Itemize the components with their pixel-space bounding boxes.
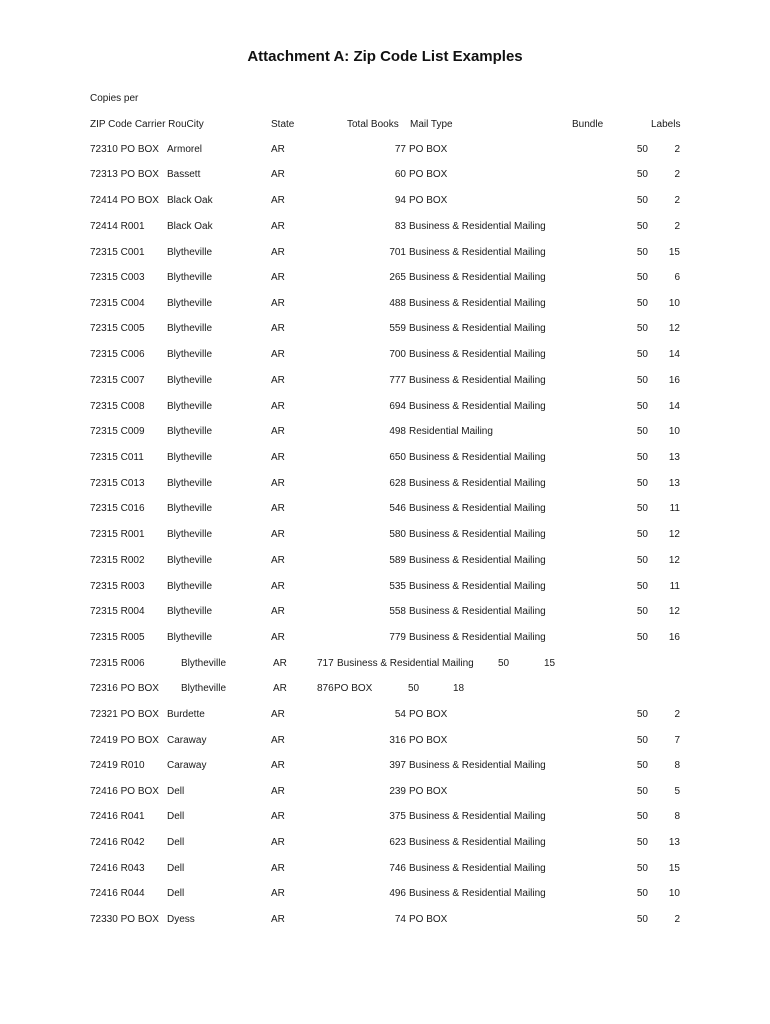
labels-cell: 12: [668, 323, 680, 334]
bundle-cell: 50: [636, 426, 648, 437]
labels-cell: 12: [668, 529, 680, 540]
bundle-cell: 50: [636, 323, 648, 334]
state-cell: AR: [271, 503, 285, 514]
mail-type-cell: Residential Mailing: [409, 426, 493, 437]
mail-type-cell: Business & Residential Mailing: [409, 606, 546, 617]
table-row: [0, 888, 770, 902]
state-cell: AR: [271, 169, 285, 180]
zip-route-cell: 72416 R041: [90, 811, 145, 822]
zip-route-cell: 72315 R002: [90, 555, 145, 566]
state-cell: AR: [271, 863, 285, 874]
table-row: [0, 709, 770, 723]
table-row: [0, 581, 770, 595]
mail-type-cell: PO BOX: [409, 144, 448, 155]
city-cell: Blytheville: [167, 375, 213, 386]
total-books-cell: 60: [394, 169, 406, 180]
mail-type-cell: PO BOX: [409, 786, 448, 797]
zip-route-cell: 72315 C008: [90, 401, 145, 412]
city-cell: Black Oak: [167, 221, 213, 232]
state-cell: AR: [271, 529, 285, 540]
city-cell: Dell: [167, 888, 185, 899]
labels-cell: 2: [674, 169, 680, 180]
mail-type-cell: Business & Residential Mailing: [409, 811, 546, 822]
total-books-cell: 496: [389, 888, 406, 899]
mail-type-cell: Business & Residential Mailing: [409, 298, 546, 309]
zip-route-cell: 72315 C009: [90, 426, 145, 437]
state-cell: AR: [271, 298, 285, 309]
bundle-cell: 50: [636, 503, 648, 514]
mail-type-cell: Business & Residential Mailing: [409, 349, 546, 360]
bundle-cell: 50: [636, 247, 648, 258]
bundle-cell: 50: [636, 837, 648, 848]
zip-route-cell: 72315 C011: [90, 452, 144, 463]
bundle-cell: 50: [636, 375, 648, 386]
table-row: [0, 298, 770, 312]
zip-route-cell: 72321 PO BOX: [90, 709, 159, 720]
state-cell: AR: [271, 786, 285, 797]
zip-route-cell: 72416 R043: [90, 863, 145, 874]
bundle-cell: 50: [636, 581, 648, 592]
bundle-cell: 50: [636, 401, 648, 412]
city-cell: Burdette: [167, 709, 205, 720]
bundle-cell: 50: [636, 169, 648, 180]
table-row: [0, 555, 770, 569]
zip-route-cell: 72330 PO BOX: [90, 914, 159, 925]
zip-route-cell: 72414 R001: [90, 221, 145, 232]
bundle-cell: 50: [636, 632, 648, 643]
state-cell: AR: [271, 606, 285, 617]
header-bundle: Bundle: [572, 119, 604, 130]
mail-type-cell: Business & Residential Mailing: [409, 375, 546, 386]
labels-cell: 2: [674, 709, 680, 720]
bundle-cell: 50: [636, 298, 648, 309]
zip-route-cell: 72313 PO BOX: [90, 169, 159, 180]
total-books-cell: 397: [389, 760, 406, 771]
state-cell: AR: [271, 735, 285, 746]
zip-route-cell: 72315 C007: [90, 375, 145, 386]
table-row: [0, 658, 770, 672]
city-cell: Blytheville: [167, 272, 213, 283]
state-cell: AR: [271, 323, 285, 334]
total-books-cell: 701: [389, 247, 406, 258]
labels-cell: 2: [674, 221, 680, 232]
state-cell: AR: [271, 221, 285, 232]
bundle-cell: 50: [636, 786, 648, 797]
state-cell: AR: [271, 426, 285, 437]
total-books-cell: 717: [317, 658, 334, 669]
labels-cell: 15: [544, 658, 556, 669]
labels-cell: 14: [668, 349, 680, 360]
total-books-cell: 777: [389, 375, 406, 386]
mail-type-cell: PO BOX: [409, 735, 448, 746]
table-row: [0, 811, 770, 825]
city-cell: Blytheville: [181, 658, 227, 669]
table-row: [0, 221, 770, 235]
mail-type-cell: Business & Residential Mailing: [409, 581, 546, 592]
city-cell: Armorel: [167, 144, 203, 155]
mail-type-cell: Business & Residential Mailing: [409, 632, 546, 643]
table-row: [0, 632, 770, 646]
bundle-cell: 50: [636, 863, 648, 874]
city-cell: Dyess: [167, 914, 195, 925]
bundle-cell: 50: [636, 888, 648, 899]
zip-route-cell: 72416 R042: [90, 837, 145, 848]
mail-type-cell: Business & Residential Mailing: [409, 272, 546, 283]
table-row: [0, 914, 770, 928]
city-cell: Black Oak: [167, 195, 213, 206]
labels-cell: 6: [674, 272, 680, 283]
mail-type-cell: PO BOX: [334, 683, 373, 694]
labels-cell: 10: [668, 426, 680, 437]
total-books-cell: 559: [389, 323, 406, 334]
city-cell: Dell: [167, 811, 185, 822]
total-books-cell: 589: [389, 555, 406, 566]
header-mail-type: Mail Type: [410, 119, 453, 130]
total-books-cell: 83: [394, 221, 406, 232]
bundle-cell: 50: [636, 221, 648, 232]
zip-route-cell: 72315 R001: [90, 529, 145, 540]
table-row: [0, 863, 770, 877]
state-cell: AR: [271, 478, 285, 489]
labels-cell: 11: [669, 503, 680, 514]
zip-route-cell: 72315 C001: [90, 247, 145, 258]
city-cell: Caraway: [167, 760, 207, 771]
table-row: [0, 247, 770, 261]
state-cell: AR: [271, 247, 285, 258]
header-labels: Labels: [651, 119, 681, 130]
mail-type-cell: Business & Residential Mailing: [409, 837, 546, 848]
page-title: Attachment A: Zip Code List Examples: [247, 48, 523, 65]
labels-cell: 11: [669, 581, 680, 592]
total-books-cell: 694: [389, 401, 406, 412]
city-cell: Blytheville: [167, 247, 213, 258]
total-books-cell: 498: [389, 426, 406, 437]
zip-route-cell: 72416 R044: [90, 888, 145, 899]
zip-route-cell: 72315 C005: [90, 323, 145, 334]
state-cell: AR: [271, 888, 285, 899]
state-cell: AR: [271, 555, 285, 566]
city-cell: Caraway: [167, 735, 207, 746]
state-cell: AR: [273, 658, 287, 669]
mail-type-cell: Business & Residential Mailing: [409, 323, 546, 334]
labels-cell: 18: [453, 683, 465, 694]
labels-cell: 12: [668, 555, 680, 566]
mail-type-cell: Business & Residential Mailing: [409, 478, 546, 489]
city-cell: Blytheville: [167, 323, 213, 334]
table-row: [0, 606, 770, 620]
bundle-cell: 50: [636, 272, 648, 283]
state-cell: AR: [271, 914, 285, 925]
labels-cell: 8: [674, 811, 680, 822]
table-row: [0, 375, 770, 389]
zip-route-cell: 72315 R003: [90, 581, 145, 592]
total-books-cell: 94: [394, 195, 406, 206]
mail-type-cell: Business & Residential Mailing: [409, 221, 546, 232]
state-cell: AR: [271, 632, 285, 643]
total-books-cell: 265: [389, 272, 406, 283]
zip-route-cell: 72315 C013: [90, 478, 145, 489]
city-cell: Bassett: [167, 169, 201, 180]
bundle-cell: 50: [636, 452, 648, 463]
total-books-cell: 74: [394, 914, 406, 925]
labels-cell: 10: [668, 298, 680, 309]
labels-cell: 12: [668, 606, 680, 617]
zip-route-cell: 72316 PO BOX: [90, 683, 159, 694]
labels-cell: 5: [674, 786, 680, 797]
table-row: [0, 503, 770, 517]
mail-type-cell: Business & Residential Mailing: [409, 401, 546, 412]
mail-type-cell: Business & Residential Mailing: [409, 888, 546, 899]
state-cell: AR: [271, 195, 285, 206]
bundle-cell: 50: [408, 683, 420, 694]
total-books-cell: 746: [389, 863, 406, 874]
labels-cell: 13: [668, 452, 680, 463]
mail-type-cell: PO BOX: [409, 169, 448, 180]
total-books-cell: 650: [389, 452, 406, 463]
zip-route-cell: 72315 R006: [90, 658, 145, 669]
total-books-cell: 375: [389, 811, 406, 822]
header-zip-route: ZIP Code Carrier RouCity: [90, 119, 204, 130]
zip-route-cell: 72315 C003: [90, 272, 145, 283]
labels-cell: 10: [668, 888, 680, 899]
total-books-cell: 876: [317, 683, 334, 694]
state-cell: AR: [271, 709, 285, 720]
zip-route-cell: 72414 PO BOX: [90, 195, 159, 206]
state-cell: AR: [271, 144, 285, 155]
mail-type-cell: PO BOX: [409, 195, 448, 206]
city-cell: Blytheville: [167, 478, 213, 489]
labels-cell: 2: [674, 144, 680, 155]
mail-type-cell: Business & Residential Mailing: [337, 658, 474, 669]
city-cell: Dell: [167, 837, 185, 848]
city-cell: Blytheville: [167, 452, 213, 463]
city-cell: Dell: [167, 786, 185, 797]
total-books-cell: 77: [394, 144, 406, 155]
total-books-cell: 628: [389, 478, 406, 489]
city-cell: Blytheville: [167, 298, 213, 309]
table-row: [0, 195, 770, 209]
bundle-cell: 50: [636, 760, 648, 771]
city-cell: Blytheville: [167, 503, 213, 514]
total-books-cell: 546: [389, 503, 406, 514]
city-cell: Blytheville: [167, 581, 213, 592]
total-books-cell: 700: [389, 349, 406, 360]
table-row: [0, 169, 770, 183]
bundle-cell: 50: [636, 555, 648, 566]
zip-route-cell: 72315 R005: [90, 632, 145, 643]
table-row: [0, 760, 770, 774]
city-cell: Dell: [167, 863, 185, 874]
labels-cell: 15: [668, 863, 680, 874]
mail-type-cell: Business & Residential Mailing: [409, 503, 546, 514]
state-cell: AR: [271, 811, 285, 822]
table-row: [0, 786, 770, 800]
table-header: [0, 119, 770, 133]
zip-route-cell: 72416 PO BOX: [90, 786, 159, 797]
state-cell: AR: [271, 837, 285, 848]
table-row: [0, 426, 770, 440]
table-row: [0, 478, 770, 492]
total-books-cell: 239: [389, 786, 406, 797]
total-books-cell: 316: [389, 735, 406, 746]
mail-type-cell: Business & Residential Mailing: [409, 863, 546, 874]
total-books-cell: 54: [394, 709, 406, 720]
table-row: [0, 401, 770, 415]
total-books-cell: 535: [389, 581, 406, 592]
mail-type-cell: Business & Residential Mailing: [409, 760, 546, 771]
table-row: [0, 683, 770, 697]
bundle-cell: 50: [636, 195, 648, 206]
city-cell: Blytheville: [181, 683, 227, 694]
copies-per-label: Copies per: [90, 93, 139, 104]
labels-cell: 16: [668, 375, 680, 386]
header-total-books: Total Books: [347, 119, 399, 130]
bundle-cell: 50: [636, 811, 648, 822]
zip-route-cell: 72315 C016: [90, 503, 145, 514]
bundle-cell: 50: [498, 658, 510, 669]
mail-type-cell: Business & Residential Mailing: [409, 247, 546, 258]
state-cell: AR: [271, 375, 285, 386]
labels-cell: 8: [674, 760, 680, 771]
state-cell: AR: [271, 401, 285, 412]
labels-cell: 13: [668, 478, 680, 489]
total-books-cell: 558: [389, 606, 406, 617]
zip-route-cell: 72419 PO BOX: [90, 735, 159, 746]
mail-type-cell: PO BOX: [409, 709, 448, 720]
bundle-cell: 50: [636, 144, 648, 155]
table-row: [0, 144, 770, 158]
labels-cell: 2: [674, 914, 680, 925]
state-cell: AR: [271, 349, 285, 360]
bundle-cell: 50: [636, 606, 648, 617]
mail-type-cell: PO BOX: [409, 914, 448, 925]
city-cell: Blytheville: [167, 555, 213, 566]
bundle-cell: 50: [636, 529, 648, 540]
total-books-cell: 623: [389, 837, 406, 848]
bundle-cell: 50: [636, 709, 648, 720]
city-cell: Blytheville: [167, 349, 213, 360]
zip-route-cell: 72315 C006: [90, 349, 145, 360]
state-cell: AR: [271, 452, 285, 463]
mail-type-cell: Business & Residential Mailing: [409, 529, 546, 540]
bundle-cell: 50: [636, 349, 648, 360]
table-row: [0, 349, 770, 363]
city-cell: Blytheville: [167, 529, 213, 540]
header-state: State: [271, 119, 295, 130]
labels-cell: 16: [668, 632, 680, 643]
labels-cell: 2: [674, 195, 680, 206]
table-row: [0, 837, 770, 851]
bundle-cell: 50: [636, 478, 648, 489]
city-cell: Blytheville: [167, 401, 213, 412]
labels-cell: 13: [668, 837, 680, 848]
city-cell: Blytheville: [167, 426, 213, 437]
zip-route-cell: 72419 R010: [90, 760, 145, 771]
bundle-cell: 50: [636, 735, 648, 746]
table-row: [0, 529, 770, 543]
zip-route-cell: 72315 C004: [90, 298, 145, 309]
table-row: [0, 452, 770, 466]
mail-type-cell: Business & Residential Mailing: [409, 555, 546, 566]
bundle-cell: 50: [636, 914, 648, 925]
state-cell: AR: [271, 760, 285, 771]
zip-route-cell: 72315 R004: [90, 606, 145, 617]
labels-cell: 15: [668, 247, 680, 258]
state-cell: AR: [271, 581, 285, 592]
labels-cell: 7: [674, 735, 680, 746]
table-row: [0, 735, 770, 749]
zip-route-cell: 72310 PO BOX: [90, 144, 159, 155]
total-books-cell: 580: [389, 529, 406, 540]
city-cell: Blytheville: [167, 632, 213, 643]
table-row: [0, 272, 770, 286]
total-books-cell: 779: [389, 632, 406, 643]
city-cell: Blytheville: [167, 606, 213, 617]
state-cell: AR: [271, 272, 285, 283]
mail-type-cell: Business & Residential Mailing: [409, 452, 546, 463]
labels-cell: 14: [668, 401, 680, 412]
total-books-cell: 488: [389, 298, 406, 309]
state-cell: AR: [273, 683, 287, 694]
table-row: [0, 323, 770, 337]
